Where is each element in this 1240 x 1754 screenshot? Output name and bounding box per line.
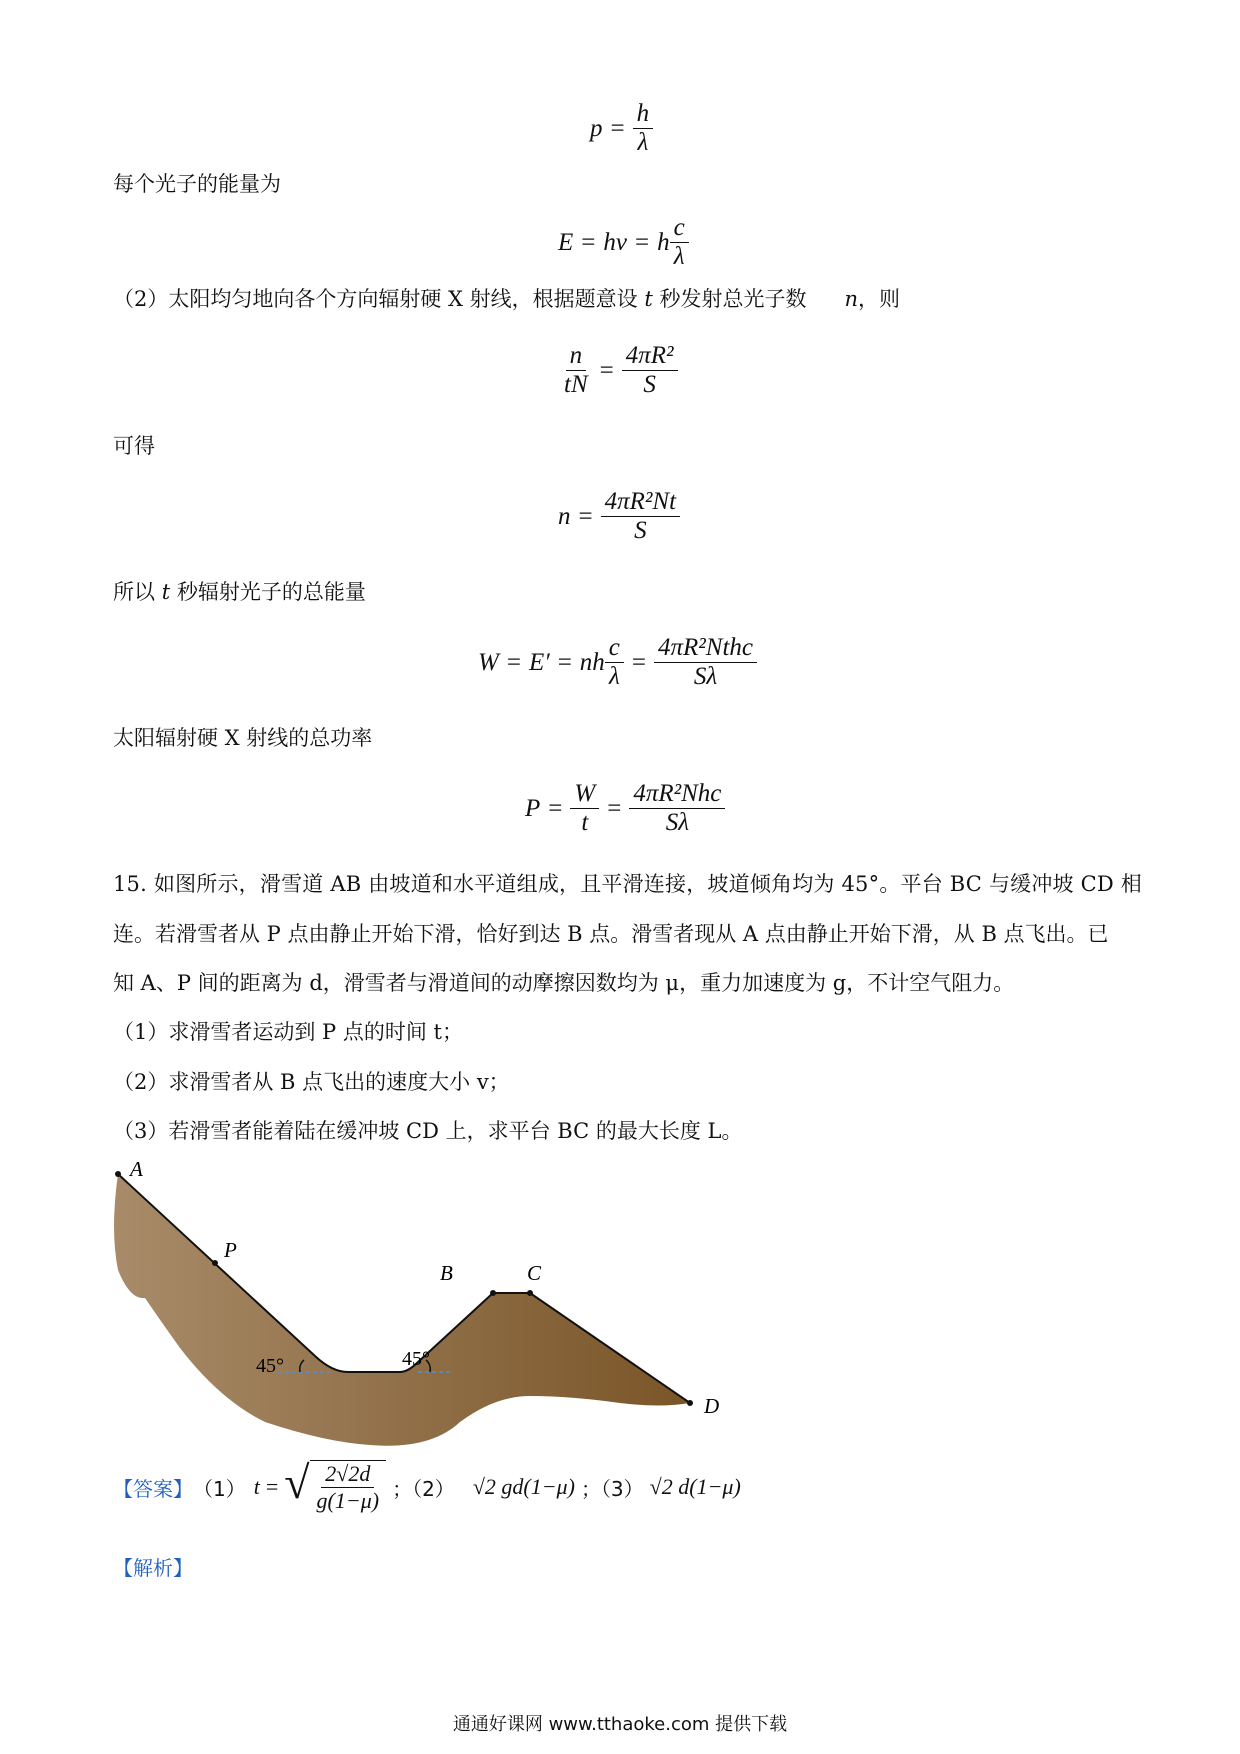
eq1-den: λ bbox=[637, 129, 649, 156]
eq1-num: h bbox=[633, 100, 654, 129]
text-hence: 可得 bbox=[113, 434, 155, 458]
equation-photon-count: n = $\frac{\text{4πR²Nt}}{S}$ bbox=[558, 488, 680, 545]
q15-line2: 连。若滑雪者从 P 点由静止开始下滑，恰好到达 B 点。滑雪者现从 A 点由静止开始下滑，从 B 点飞出。已 bbox=[113, 922, 1109, 946]
angle-right-label: 45° bbox=[402, 1348, 430, 1370]
answer-tag: 【答案】 bbox=[113, 1476, 193, 1501]
page-footer: 通通好课网 www.tthaoke.com 提供下载 bbox=[452, 1714, 788, 1735]
point-d bbox=[687, 1400, 693, 1406]
analysis-tag: 【解析】 bbox=[113, 1556, 193, 1580]
q15-sub1: （1）求滑雪者运动到 P 点的时间 t； bbox=[113, 1020, 463, 1044]
answer-line: 【答案】 （1） t = √ $\frac{2√2d}{g(1-\mu)}$ ；（2） √2 gd(1−μ) ；（3） √2 d(1−μ) bbox=[113, 1457, 741, 1513]
label-b: B bbox=[440, 1261, 453, 1285]
q15-line3: 知 A、P 间的距离为 d，滑雪者与滑道间的动摩擦因数均为 μ，重力加速度为 g，不计空气阻力。 bbox=[113, 971, 1015, 995]
point-p bbox=[212, 1260, 218, 1266]
point-c bbox=[527, 1290, 533, 1296]
answer1-sqrt: √ $\frac{2√2d}{g(1-\mu)}$ bbox=[284, 1460, 386, 1514]
text-total-power: 太阳辐射硬 X 射线的总功率 bbox=[113, 726, 373, 750]
terrain-fill bbox=[114, 1174, 690, 1446]
answer2-expr: √2 gd(1−μ) bbox=[472, 1474, 575, 1499]
equation-total-power: P = $\frac{W}{t}$ = $\frac{\text{4πR²Nhc}}{S\lambda}$ bbox=[525, 780, 725, 837]
q15-sub3: （3）若滑雪者能着陆在缓冲坡 CD 上，求平台 BC 的最大长度 L。 bbox=[113, 1119, 743, 1143]
q15-sub2: （2）求滑雪者从 B 点飞出的速度大小 v； bbox=[113, 1070, 510, 1094]
eq1-lhs: p bbox=[590, 114, 603, 142]
equation-total-energy: W = E′ = nh $\frac{c}{\lambda}$ = $\frac{\text{4πR²Nthc}}{S\lambda}$ bbox=[478, 634, 757, 691]
label-p: P bbox=[224, 1238, 237, 1262]
equation-momentum: p = $\frac{h}{\lambda}$ bbox=[590, 100, 653, 157]
point-a bbox=[115, 1171, 121, 1177]
text-photon-energy: 每个光子的能量为 bbox=[113, 172, 281, 196]
equation-photon-energy: E = hν = h $\frac{c}{\lambda}$ bbox=[558, 214, 689, 271]
q15-line1: 15. 如图所示，滑雪道 AB 由坡道和水平道组成，且平滑连接，坡道倾角均为 45°。平台 BC 与缓冲坡 CD 相 bbox=[113, 872, 1143, 896]
answer3-expr: √2 d(1−μ) bbox=[649, 1474, 741, 1499]
ski-track-figure bbox=[100, 1160, 740, 1450]
equation-photon-ratio: $\frac{n}{tN}$ = $\frac{\text{4πR²}}{S}$ bbox=[560, 342, 678, 399]
label-c: C bbox=[527, 1261, 542, 1285]
angle-left-label: 45° bbox=[256, 1355, 284, 1377]
label-d: D bbox=[704, 1394, 720, 1418]
text-total-energy: 所以 t 秒辐射光子的总能量 bbox=[113, 580, 366, 604]
point-b bbox=[490, 1290, 496, 1296]
label-a: A bbox=[130, 1160, 143, 1181]
text-part2: （2）太阳均匀地向各个方向辐射硬 X 射线，根据题意设 t 秒发射总光子数 n，则 bbox=[113, 287, 901, 311]
